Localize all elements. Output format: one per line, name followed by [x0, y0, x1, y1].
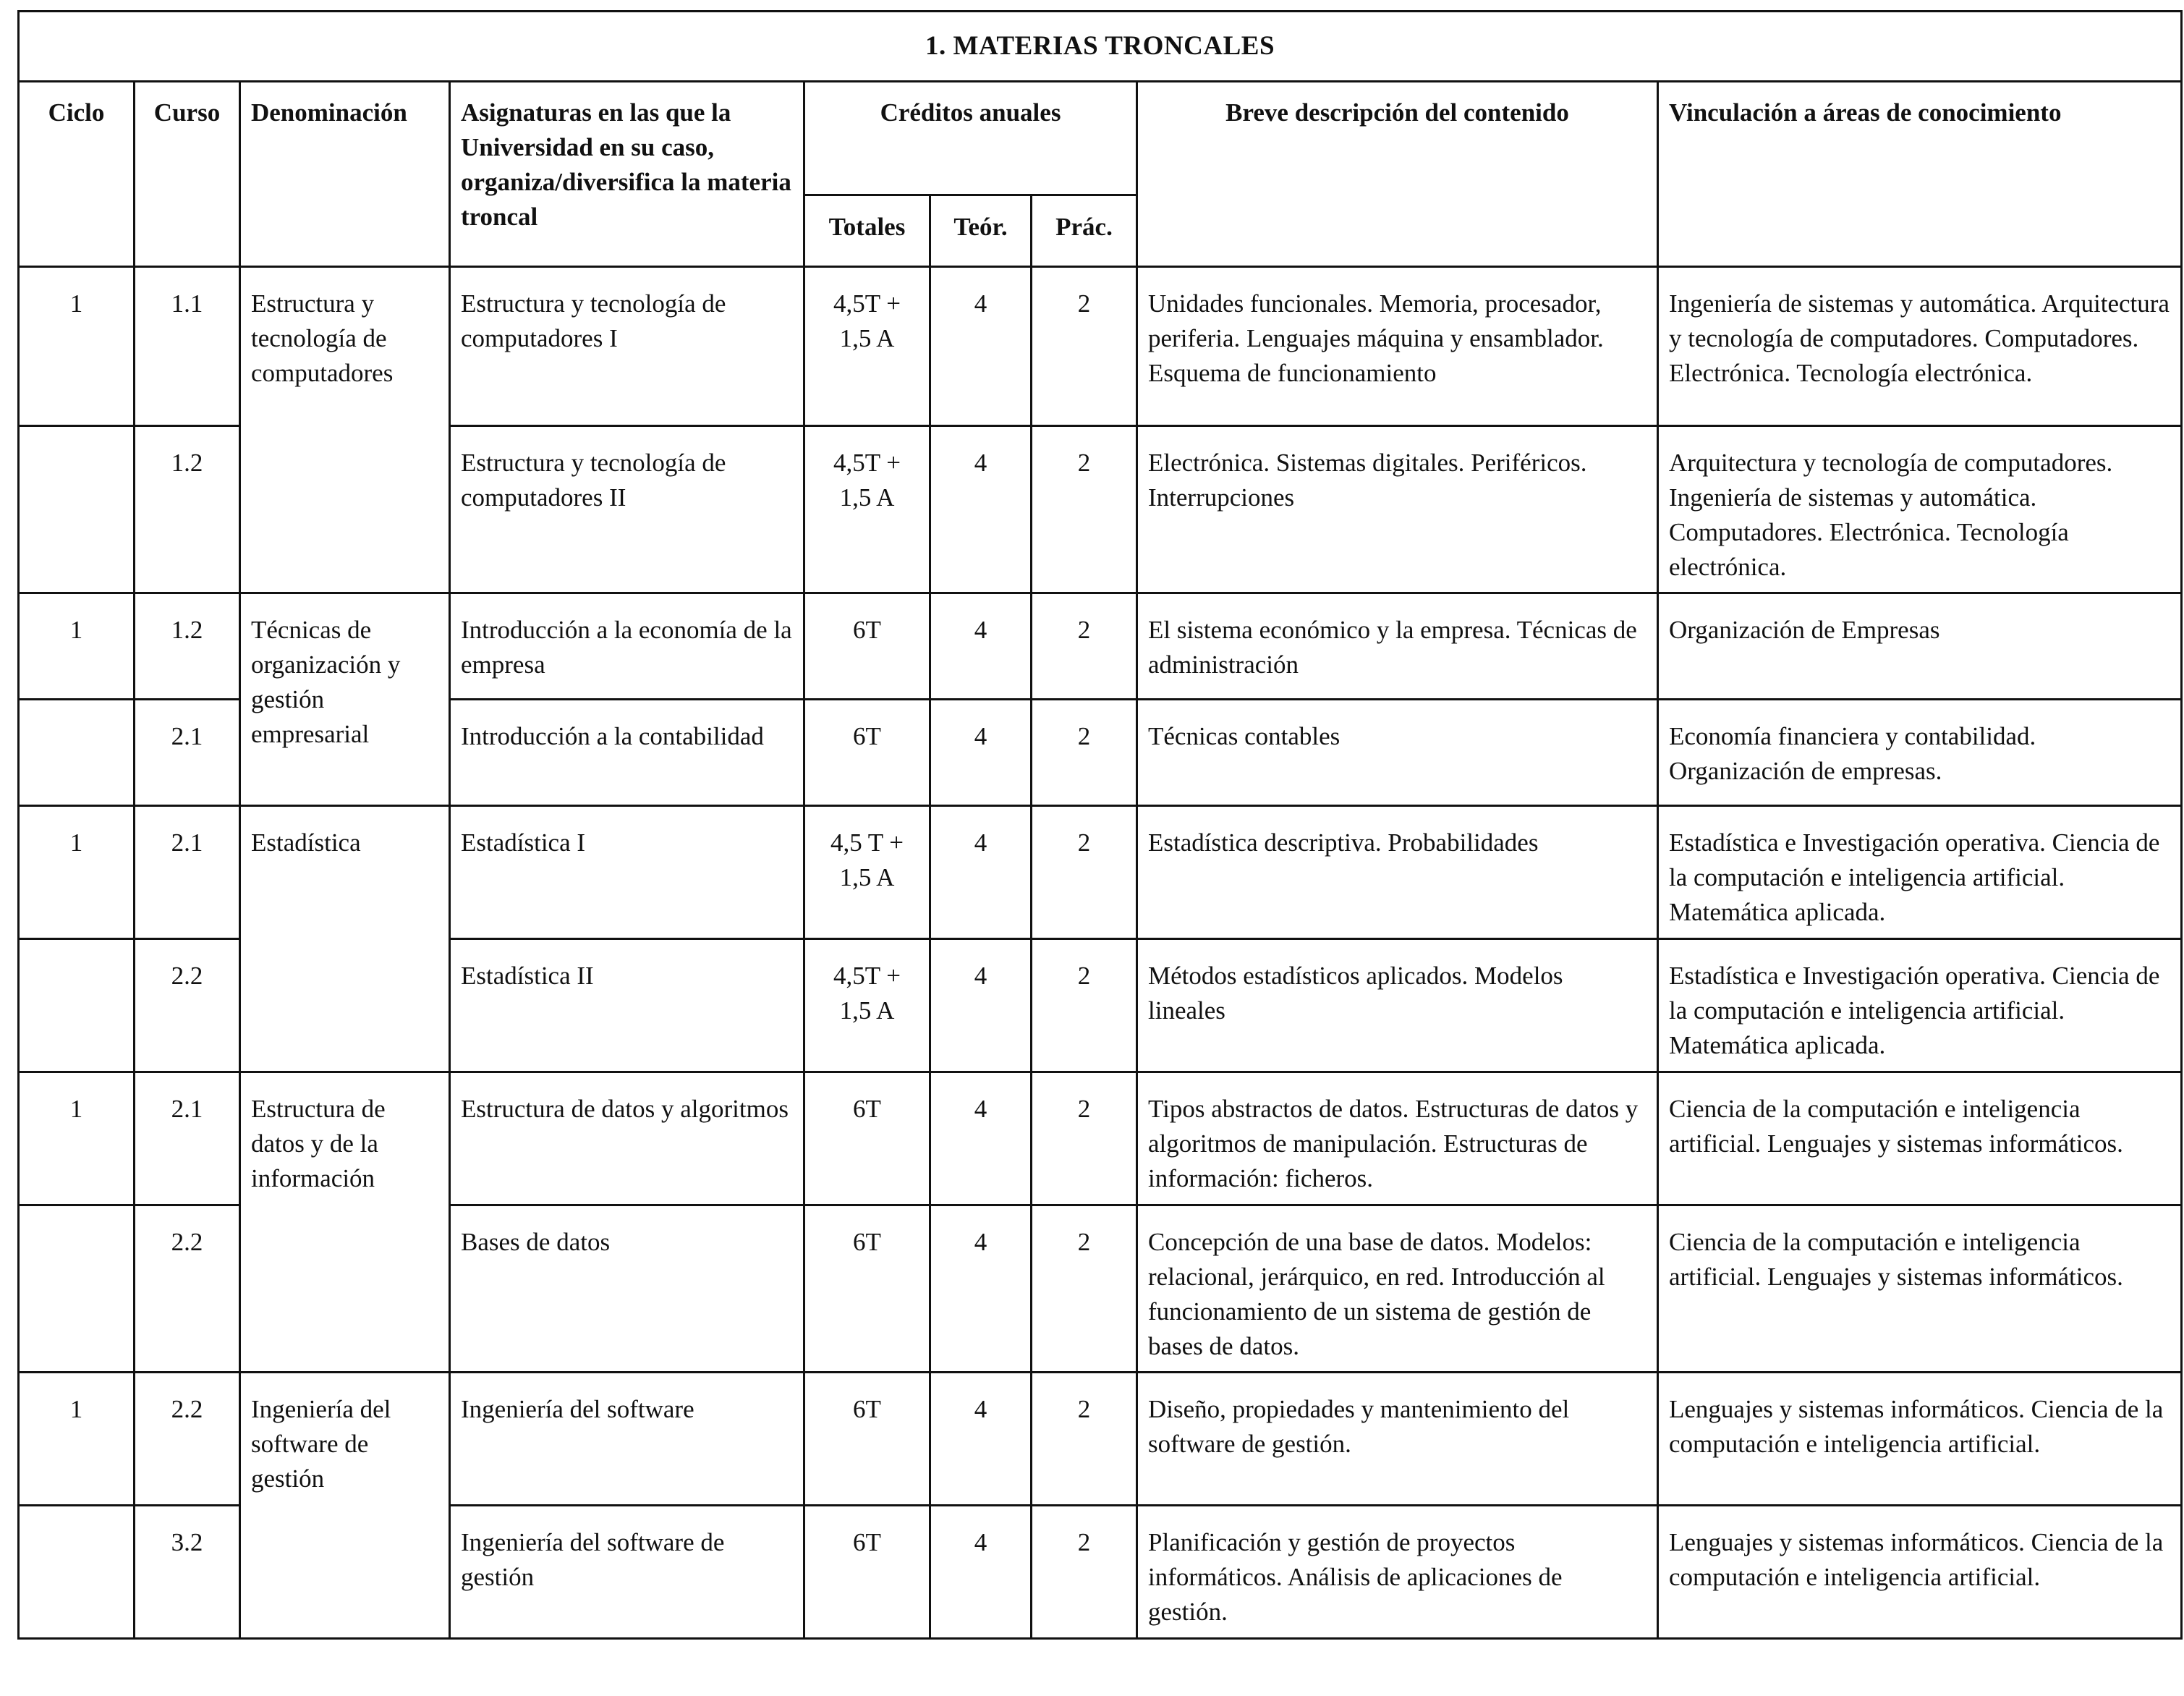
cell-denominacion: Ingeniería del software de gestión [240, 1373, 450, 1639]
cell-ciclo: 1 [19, 806, 135, 939]
header-teor: Teór. [930, 195, 1032, 267]
cell-ciclo [19, 1506, 135, 1639]
cell-curso: 2.1 [135, 1072, 240, 1205]
cell-descripcion: El sistema económico y la empresa. Técnicas de administración [1137, 593, 1658, 700]
header-totales: Totales [804, 195, 930, 267]
cell-teor: 4 [930, 593, 1032, 700]
cell-ciclo [19, 700, 135, 806]
cell-denominacion: Estadística [240, 806, 450, 1072]
cell-descripcion: Técnicas contables [1137, 700, 1658, 806]
cell-asignatura: Estadística II [450, 939, 804, 1072]
cell-asignatura: Ingeniería del software [450, 1373, 804, 1506]
cell-teor: 4 [930, 1072, 1032, 1205]
cell-totales: 6T [804, 1506, 930, 1639]
cell-prac: 2 [1032, 1072, 1137, 1205]
table-row [19, 1072, 2182, 1205]
cell-curso: 3.2 [135, 1506, 240, 1639]
cell-curso: 1.2 [135, 593, 240, 700]
cell-descripcion: Métodos estadísticos aplicados. Modelos lineales [1137, 939, 1658, 1072]
cell-asignatura: Ingeniería del software de gestión [450, 1506, 804, 1639]
cell-ciclo: 1 [19, 1373, 135, 1506]
cell-descripcion: Unidades funcionales. Memoria, procesador, periferia. Lenguajes máquina y ensamblador. Esquema de funcionamiento [1137, 267, 1658, 426]
cell-denominacion: Estructura y tecnología de computadores [240, 267, 450, 593]
cell-curso: 2.2 [135, 1205, 240, 1373]
header-descripcion: Breve descripción del contenido [1137, 82, 1658, 267]
cell-asignatura: Estadística I [450, 806, 804, 939]
cell-teor: 4 [930, 426, 1032, 593]
cell-totales: 4,5 T + 1,5 A [804, 806, 930, 939]
cell-totales: 4,5T + 1,5 A [804, 267, 930, 426]
header-creditos: Créditos anuales [804, 82, 1137, 195]
document-page [17, 10, 2180, 1692]
cell-totales: 6T [804, 700, 930, 806]
table-row [19, 806, 2182, 939]
cell-vinculacion: Arquitectura y tecnología de computadores. Ingeniería de sistemas y automática. Computadores. Electrónica. Tecnología electrónica. [1658, 426, 2182, 593]
cell-vinculacion: Lenguajes y sistemas informáticos. Ciencia de la computación e inteligencia artificial. [1658, 1373, 2182, 1506]
table-row [19, 593, 2182, 700]
cell-vinculacion: Ciencia de la computación e inteligencia artificial. Lenguajes y sistemas informáticos. [1658, 1205, 2182, 1373]
cell-vinculacion: Organización de Empresas [1658, 593, 2182, 700]
cell-vinculacion: Estadística e Investigación operativa. Ciencia de la computación e inteligencia artificial. Matemática aplicada. [1658, 939, 2182, 1072]
cell-prac: 2 [1032, 1205, 1137, 1373]
cell-descripcion: Electrónica. Sistemas digitales. Periféricos. Interrupciones [1137, 426, 1658, 593]
cell-ciclo: 1 [19, 1072, 135, 1205]
cell-totales: 4,5T + 1,5 A [804, 939, 930, 1072]
cell-teor: 4 [930, 267, 1032, 426]
cell-totales: 4,5T + 1,5 A [804, 426, 930, 593]
header-prac: Prác. [1032, 195, 1137, 267]
cell-teor: 4 [930, 1205, 1032, 1373]
cell-asignatura: Estructura y tecnología de computadores I [450, 267, 804, 426]
cell-prac: 2 [1032, 806, 1137, 939]
cell-descripcion: Tipos abstractos de datos. Estructuras de datos y algoritmos de manipulación. Estructuras de información: ficheros. [1137, 1072, 1658, 1205]
header-ciclo: Ciclo [19, 82, 135, 267]
cell-teor: 4 [930, 806, 1032, 939]
cell-curso: 2.1 [135, 700, 240, 806]
cell-vinculacion: Ingeniería de sistemas y automática. Arquitectura y tecnología de computadores. Computadores. Electrónica. Tecnología electrónica. [1658, 267, 2182, 426]
cell-descripcion: Concepción de una base de datos. Modelos: relacional, jerárquico, en red. Introducción al funcionamiento de un sistema de gestión de bases de datos. [1137, 1205, 1658, 1373]
cell-asignatura: Bases de datos [450, 1205, 804, 1373]
cell-curso: 1.2 [135, 426, 240, 593]
cell-totales: 6T [804, 1205, 930, 1373]
header-denominacion: Denominación [240, 82, 450, 267]
cell-descripcion: Estadística descriptiva. Probabilidades [1137, 806, 1658, 939]
cell-asignatura: Introducción a la contabilidad [450, 700, 804, 806]
cell-prac: 2 [1032, 1506, 1137, 1639]
cell-descripcion: Diseño, propiedades y mantenimiento del software de gestión. [1137, 1373, 1658, 1506]
header-asignaturas: Asignaturas en las que la Universidad en su caso, organiza/diversifica la materia troncal [450, 82, 804, 267]
cell-ciclo [19, 939, 135, 1072]
cell-ciclo [19, 426, 135, 593]
table-row [19, 1373, 2182, 1506]
cell-prac: 2 [1032, 593, 1137, 700]
cell-curso: 2.2 [135, 939, 240, 1072]
cell-prac: 2 [1032, 267, 1137, 426]
cell-curso: 2.2 [135, 1373, 240, 1506]
materias-troncales-table [17, 10, 2183, 1640]
cell-vinculacion: Economía financiera y contabilidad. Organización de empresas. [1658, 700, 2182, 806]
cell-ciclo [19, 1205, 135, 1373]
cell-totales: 6T [804, 1373, 930, 1506]
cell-prac: 2 [1032, 426, 1137, 593]
cell-teor: 4 [930, 700, 1032, 806]
cell-prac: 2 [1032, 1373, 1137, 1506]
cell-totales: 6T [804, 1072, 930, 1205]
cell-asignatura: Estructura y tecnología de computadores II [450, 426, 804, 593]
cell-teor: 4 [930, 939, 1032, 1072]
table-row [19, 267, 2182, 426]
cell-descripcion: Planificación y gestión de proyectos informáticos. Análisis de aplicaciones de gestión. [1137, 1506, 1658, 1639]
cell-asignatura: Introducción a la economía de la empresa [450, 593, 804, 700]
cell-vinculacion: Estadística e Investigación operativa. Ciencia de la computación e inteligencia artificial. Matemática aplicada. [1658, 806, 2182, 939]
header-vinculacion: Vinculación a áreas de conocimiento [1658, 82, 2182, 267]
cell-ciclo: 1 [19, 267, 135, 426]
header-curso: Curso [135, 82, 240, 267]
cell-denominacion: Estructura de datos y de la información [240, 1072, 450, 1373]
cell-prac: 2 [1032, 939, 1137, 1072]
cell-teor: 4 [930, 1506, 1032, 1639]
cell-teor: 4 [930, 1373, 1032, 1506]
cell-prac: 2 [1032, 700, 1137, 806]
cell-ciclo: 1 [19, 593, 135, 700]
cell-totales: 6T [804, 593, 930, 700]
cell-vinculacion: Lenguajes y sistemas informáticos. Ciencia de la computación e inteligencia artificial. [1658, 1506, 2182, 1639]
cell-curso: 2.1 [135, 806, 240, 939]
cell-vinculacion: Ciencia de la computación e inteligencia artificial. Lenguajes y sistemas informáticos. [1658, 1072, 2182, 1205]
cell-asignatura: Estructura de datos y algoritmos [450, 1072, 804, 1205]
cell-denominacion: Técnicas de organización y gestión empresarial [240, 593, 450, 806]
table-title: 1. MATERIAS TRONCALES [19, 12, 2182, 82]
cell-curso: 1.1 [135, 267, 240, 426]
